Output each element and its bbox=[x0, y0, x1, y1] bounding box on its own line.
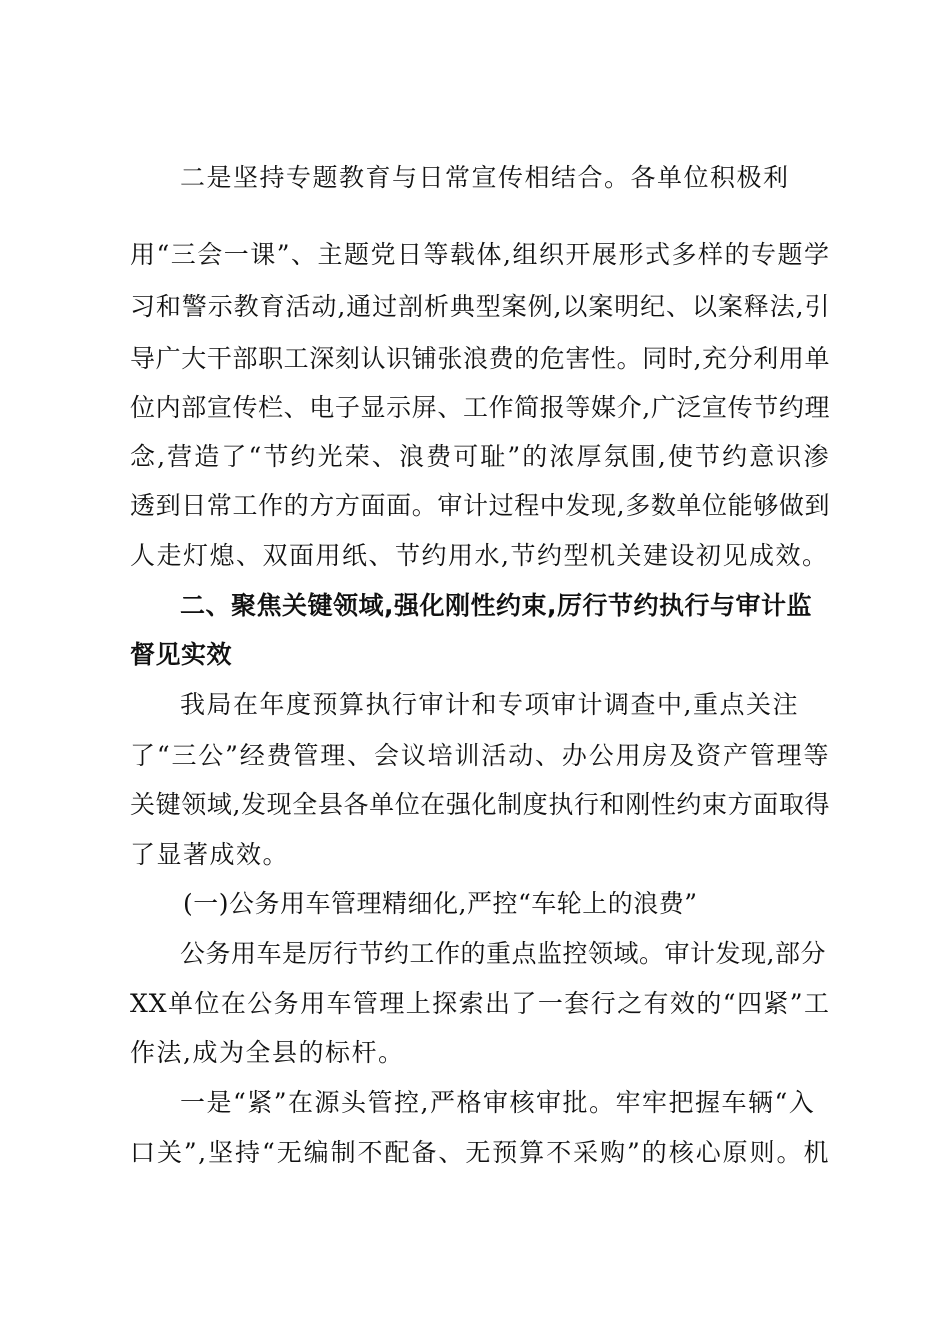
para-3-line-2: XX单位在公务用车管理上探索出了一套行之有效的“四紧”工 bbox=[130, 989, 830, 1018]
para-2-line-1: 我局在年度预算执行审计和专项审计调查中,重点关注 bbox=[180, 690, 799, 719]
para-1-line-5: 位内部宣传栏、电子显示屏、工作简报等媒介,广泛宣传节约理 bbox=[130, 393, 830, 422]
para-2-line-4: 了显著成效。 bbox=[130, 840, 290, 869]
section-heading-line-1: 二、聚焦关键领域,强化刚性约束,厉行节约执行与审计监 bbox=[180, 591, 812, 620]
para-2-line-2: 了“三公”经费管理、会议培训活动、办公用房及资产管理等 bbox=[130, 741, 830, 770]
para-1-line-8: 人走灯熄、双面用纸、节约用水,节约型机关建设初见成效。 bbox=[130, 541, 829, 570]
para-4-line-1: 一是“紧”在源头管控,严格审核审批。牢牢把握车辆“入 bbox=[180, 1088, 816, 1117]
section-heading-line-2: 督见实效 bbox=[130, 640, 233, 669]
para-1-line-7: 透到日常工作的方方面面。审计过程中发现,多数单位能够做到 bbox=[130, 491, 830, 520]
subsection-heading: (一)公务用车管理精细化,严控“车轮上的浪费” bbox=[183, 889, 698, 918]
para-1-line-2: 用“三会一课”、主题党日等载体,组织开展形式多样的专题学 bbox=[130, 240, 830, 269]
para-1-line-1: 二是坚持专题教育与日常宣传相结合。各单位积极利 bbox=[180, 163, 790, 192]
para-1-line-3: 习和警示教育活动,通过剖析典型案例,以案明纪、以案释法,引 bbox=[130, 292, 830, 321]
para-2-line-3: 关键领域,发现全县各单位在强化制度执行和刚性约束方面取得 bbox=[130, 790, 830, 819]
para-3-line-1: 公务用车是厉行节约工作的重点监控领域。审计发现,部分 bbox=[180, 939, 826, 968]
para-4-line-2: 口关”,坚持“无编制不配备、无预算不采购”的核心原则。机 bbox=[130, 1138, 830, 1167]
para-1-line-6: 念,营造了“节约光荣、浪费可耻”的浓厚氛围,使节约意识渗 bbox=[130, 442, 830, 471]
para-1-line-4: 导广大干部职工深刻认识铺张浪费的危害性。同时,充分利用单 bbox=[130, 344, 830, 373]
para-3-line-3: 作法,成为全县的标杆。 bbox=[130, 1038, 405, 1067]
